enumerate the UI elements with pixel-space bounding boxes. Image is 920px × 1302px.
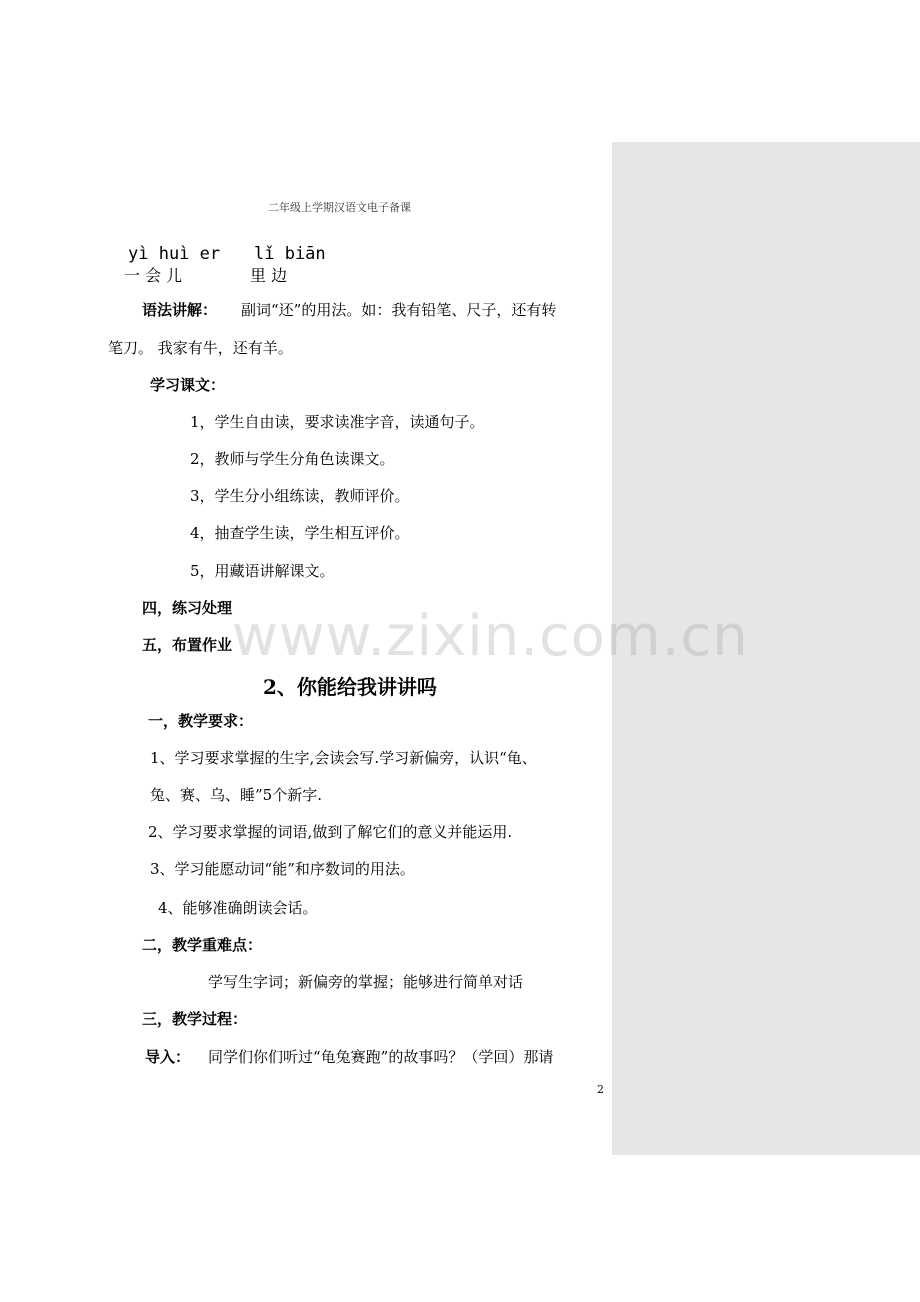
grammar-line-2: 笔刀。 我家有牛，还有羊。 — [108, 339, 293, 357]
watermark: www.zixin.com.cn — [232, 604, 749, 669]
study-item-5: 5，用藏语讲解课文。 — [190, 562, 335, 580]
pinyin-yihuier: yì huì er — [128, 244, 221, 264]
study-text-heading: 学习课文： — [150, 376, 226, 394]
requirements-heading: 一，教学要求： — [148, 712, 254, 730]
study-item-4: 4，抽查学生读，学生相互评价。 — [190, 524, 410, 542]
key-points-text: 学写生字词；新偏旁的掌握；能够进行简单对话 — [208, 973, 524, 991]
lesson-title: 2、你能给我讲讲吗 — [263, 675, 437, 699]
section-5-heading: 五，布置作业 — [142, 636, 233, 654]
grammar-line-1: 副词“还”的用法。如：我有铅笔、尺子，还有转 — [241, 301, 557, 319]
study-item-1: 1，学生自由读，要求读准字音，读通句子。 — [190, 413, 485, 431]
hanzi-yihuier: 一 会 儿 — [124, 266, 183, 285]
key-points-heading: 二，教学重难点： — [142, 936, 263, 954]
page-number: 2 — [597, 1083, 604, 1096]
page-header: 二年级上学期汉语文电子备课 — [268, 201, 411, 214]
intro-text: 同学们你们听过“龟兔赛跑”的故事吗？（学回）那请 — [208, 1048, 554, 1066]
process-heading: 三，教学过程： — [142, 1010, 248, 1028]
requirement-4: 4、能够准确朗读会话。 — [158, 899, 318, 917]
grammar-label: 语法讲解： — [142, 301, 218, 319]
section-4-heading: 四，练习处理 — [142, 599, 233, 617]
pinyin-libian: lǐ biān — [254, 244, 326, 264]
hanzi-libian: 里 边 — [250, 266, 288, 285]
requirement-2: 2、学习要求掌握的词语,做到了解它们的意义并能运用. — [148, 823, 513, 841]
requirement-3: 3、学习能愿动词“能”和序数词的用法。 — [150, 860, 415, 878]
requirement-1-line-1: 1、学习要求掌握的生字,会读会写.学习新偏旁，认识“龟、 — [150, 749, 537, 767]
study-item-3: 3，学生分小组练读，教师评价。 — [190, 487, 410, 505]
study-item-2: 2，教师与学生分角色读课文。 — [190, 450, 395, 468]
requirement-1-line-2: 兔、赛、乌、睡”5个新字. — [150, 786, 322, 804]
intro-label: 导入： — [145, 1048, 191, 1066]
